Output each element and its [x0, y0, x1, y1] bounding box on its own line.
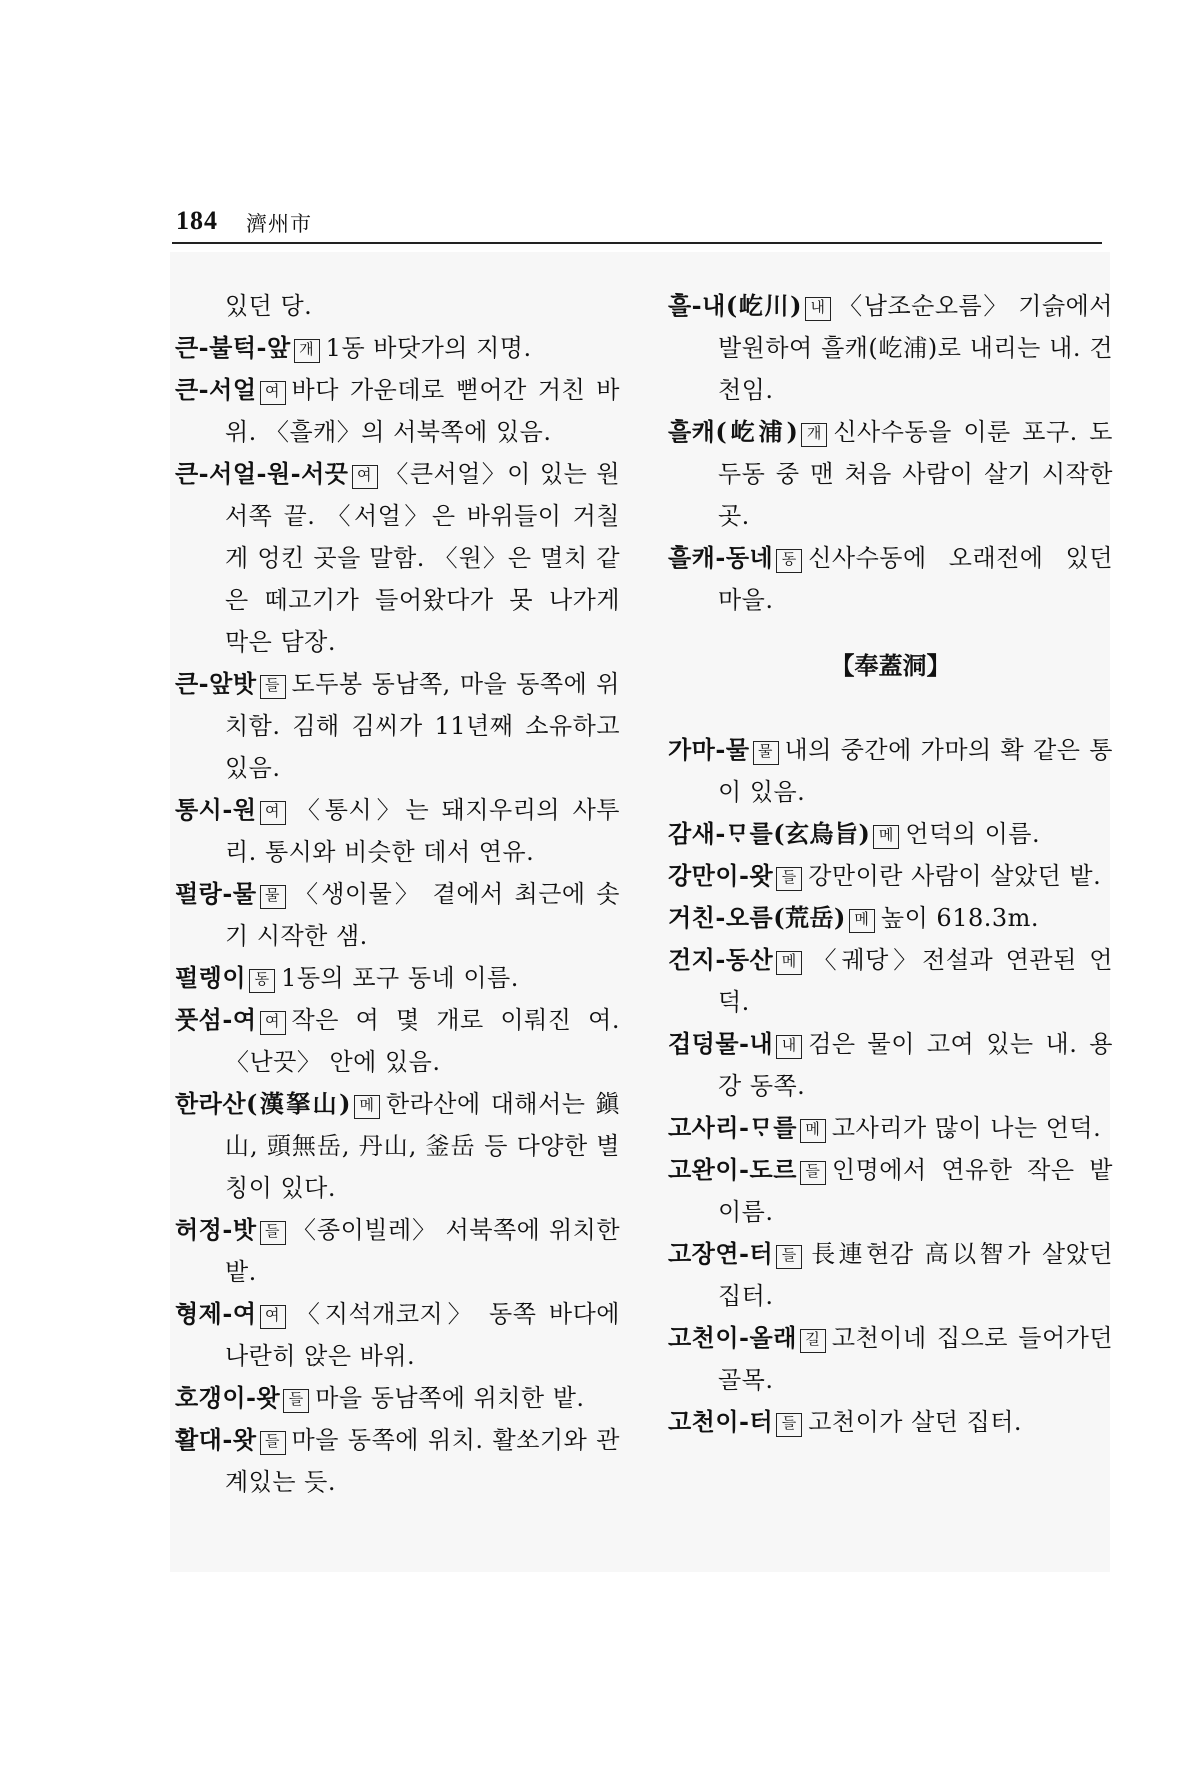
dictionary-entry — [175, 1293, 620, 1377]
entry-headword: 가마-물 — [668, 735, 750, 764]
entry-headword: 풋섬-여 — [175, 1005, 257, 1034]
entry-definition: 한라산에 대해서는 鎭山, 頭無岳, 丹山, 釜岳 등 다양한 별칭이 있다. — [225, 1090, 621, 1202]
entry-headword: 겁덩물-내 — [668, 1029, 774, 1058]
section-title: 【奉蓋洞】 — [830, 651, 951, 680]
category-tag: 들 — [776, 1413, 802, 1437]
entry-definition: 〈종이빌레〉 서북쪽에 위치한 밭. — [225, 1216, 620, 1286]
entry-headword: 고장연-터 — [668, 1239, 774, 1268]
category-tag: 메 — [849, 909, 875, 933]
dictionary-entry — [668, 411, 1113, 537]
category-tag: 개 — [801, 423, 827, 447]
category-tag: 물 — [753, 741, 779, 765]
category-tag: 여 — [260, 801, 286, 825]
entry-headword: 허정-밧 — [175, 1215, 257, 1244]
entry-headword: 거친-오름(荒岳) — [668, 903, 846, 932]
entry-headword: 큰-서얼 — [175, 375, 257, 404]
entry-headword: 흘캐-동네 — [668, 543, 774, 572]
entry-definition: 내의 중간에 가마의 확 같은 통이 있음. — [718, 736, 1113, 806]
entry-headword: 형제-여 — [175, 1299, 257, 1328]
dictionary-entry — [668, 1023, 1113, 1107]
category-tag: 들 — [260, 675, 286, 699]
category-tag: 동 — [249, 969, 275, 993]
entry-definition: 長連현감 高以智가 살았던 집터. — [718, 1240, 1113, 1310]
entry-definition: 〈궤당〉전설과 연관된 언덕. — [718, 946, 1113, 1016]
entry-definition: 인명에서 연유한 작은 밭 이름. — [718, 1156, 1113, 1226]
entry-definition: 1동 바닷가의 지명. — [325, 334, 532, 362]
page-number: 184 — [176, 206, 218, 235]
entry-headword: 고사리-ᄆᆞ를 — [668, 1113, 797, 1142]
category-tag: 내 — [776, 1035, 802, 1059]
category-tag: 여 — [260, 1011, 286, 1035]
entry-definition: 〈지석개코지〉 동쪽 바다에 나란히 앉은 바위. — [225, 1300, 620, 1370]
entry-definition: 검은 물이 고여 있는 내. 용강 동쪽. — [718, 1030, 1113, 1100]
entry-headword: 활대-왓 — [175, 1425, 257, 1454]
header-rule — [172, 242, 1102, 244]
category-tag: 들 — [260, 1221, 286, 1245]
dictionary-entry — [175, 1377, 620, 1419]
entry-headword: 펄랑-물 — [175, 879, 257, 908]
entry-definition: 〈남조순오름〉 기슭에서 발원하여 흘캐(屹浦)로 내리는 내. 건천임. — [718, 292, 1113, 404]
entry-definition: 언덕의 이름. — [905, 820, 1041, 848]
entry-headword: 감새-ᄆᆞ를(玄烏旨) — [668, 819, 871, 848]
entry-headword: 큰-앞밧 — [175, 669, 257, 698]
entry-headword: 고완이-도르 — [668, 1155, 797, 1184]
category-tag: 동 — [776, 549, 802, 573]
entry-definition: 1동의 포구 동네 이름. — [281, 964, 519, 992]
dictionary-entry — [175, 1209, 620, 1293]
dictionary-entry — [175, 369, 620, 453]
entry-headword: 건지-동산 — [668, 945, 774, 974]
entry-definition: 〈큰서얼〉이 있는 원 서쪽 끝. 〈서얼〉은 바위들이 거칠게 엉킨 곳을 말함. 〈원〉은 멸치 같은 떼고기가 들어왔다가 못 나가게 막은 담장. — [225, 460, 620, 656]
page-header — [176, 206, 1101, 242]
left-column — [175, 285, 620, 1503]
dictionary-entry — [668, 1317, 1113, 1401]
entry-definition: 고천이네 집으로 들어가던 골목. — [718, 1324, 1113, 1394]
category-tag: 들 — [800, 1161, 826, 1185]
entry-definition: 신사수동을 이룬 포구. 도두동 중 맨 처음 사람이 살기 시작한 곳. — [718, 418, 1113, 530]
category-tag: 여 — [260, 381, 286, 405]
entry-headword: 고천이-터 — [668, 1407, 774, 1436]
category-tag: 여 — [260, 1305, 286, 1329]
entry-definition: 마을 동남쪽에 위치한 밭. — [315, 1384, 585, 1412]
category-tag: 들 — [260, 1431, 286, 1455]
dictionary-entry — [668, 1107, 1113, 1149]
entry-definition: 고사리가 많이 나는 언덕. — [831, 1114, 1102, 1142]
entry-headword: 호갱이-왓 — [175, 1383, 281, 1412]
category-tag: 들 — [776, 1245, 802, 1269]
entry-headword: 강만이-왓 — [668, 861, 774, 890]
entry-definition: 신사수동에 오래전에 있던 마을. — [718, 544, 1113, 614]
entry-definition: 도두봉 동남쪽, 마을 동쪽에 위치함. 김해 김씨가 11년째 소유하고 있음. — [225, 670, 620, 782]
dictionary-entry — [175, 999, 620, 1083]
dictionary-entry — [668, 939, 1113, 1023]
dictionary-entry — [668, 537, 1113, 621]
entry-headword: 펄렝이 — [175, 963, 247, 992]
entry-headword: 통시-원 — [175, 795, 257, 824]
entry-definition: 강만이란 사람이 살았던 밭. — [808, 862, 1102, 890]
dictionary-entry — [175, 663, 620, 789]
dictionary-entry — [175, 957, 620, 999]
dictionary-entry — [175, 1083, 620, 1209]
entry-headword: 한라산(漢拏山) — [175, 1089, 351, 1118]
entry-definition: 마을 동쪽에 위치. 활쏘기와 관계있는 듯. — [225, 1426, 620, 1496]
category-tag: 물 — [260, 885, 286, 909]
entry-definition: 〈생이물〉 곁에서 최근에 솟기 시작한 샘. — [225, 880, 620, 950]
entry-headword: 큰-서얼-원-서끗 — [175, 459, 349, 488]
dictionary-entry — [175, 453, 620, 663]
dictionary-entry — [175, 1419, 620, 1503]
entry-definition: 작은 여 몇 개로 이뤄진 여. 〈난끗〉 안에 있음. — [225, 1006, 620, 1076]
category-tag: 메 — [354, 1095, 380, 1119]
dictionary-entry — [175, 873, 620, 957]
entry-headword: 흘캐(屹浦) — [668, 417, 799, 446]
category-tag: 내 — [805, 297, 831, 321]
category-tag: 개 — [294, 339, 320, 363]
dictionary-entry — [668, 813, 1113, 855]
category-tag: 길 — [800, 1329, 826, 1353]
dictionary-entry — [668, 855, 1113, 897]
entry-headword: 고천이-올래 — [668, 1323, 797, 1352]
entry-definition: 〈통시〉는 돼지우리의 사투리. 통시와 비슷한 데서 연유. — [225, 796, 620, 866]
dictionary-entry — [668, 1149, 1113, 1233]
right-column — [668, 285, 1113, 1443]
dictionary-entry — [668, 1233, 1113, 1317]
dictionary-entry — [175, 327, 620, 369]
dictionary-entry — [175, 789, 620, 873]
dictionary-entry — [668, 1401, 1113, 1443]
category-tag: 여 — [352, 465, 378, 489]
entry-definition: 높이 618.3m. — [880, 904, 1040, 932]
category-tag: 들 — [283, 1389, 309, 1413]
dictionary-entry — [668, 285, 1113, 411]
entry-definition: 바다 가운데로 뻗어간 거친 바위. 〈흘캐〉의 서북쪽에 있음. — [225, 376, 620, 446]
running-title: 濟州市 — [246, 212, 312, 236]
dictionary-entry — [668, 729, 1113, 813]
category-tag: 메 — [800, 1119, 826, 1143]
dictionary-entry: 있던 당. — [225, 292, 313, 320]
entry-definition: 고천이가 살던 집터. — [808, 1408, 1023, 1436]
category-tag: 들 — [776, 867, 802, 891]
entry-headword: 큰-불턱-앞 — [175, 333, 291, 362]
category-tag: 메 — [873, 825, 899, 849]
category-tag: 메 — [776, 951, 802, 975]
dictionary-entry — [668, 897, 1113, 939]
entry-headword: 흘-내(屹川) — [668, 291, 802, 320]
